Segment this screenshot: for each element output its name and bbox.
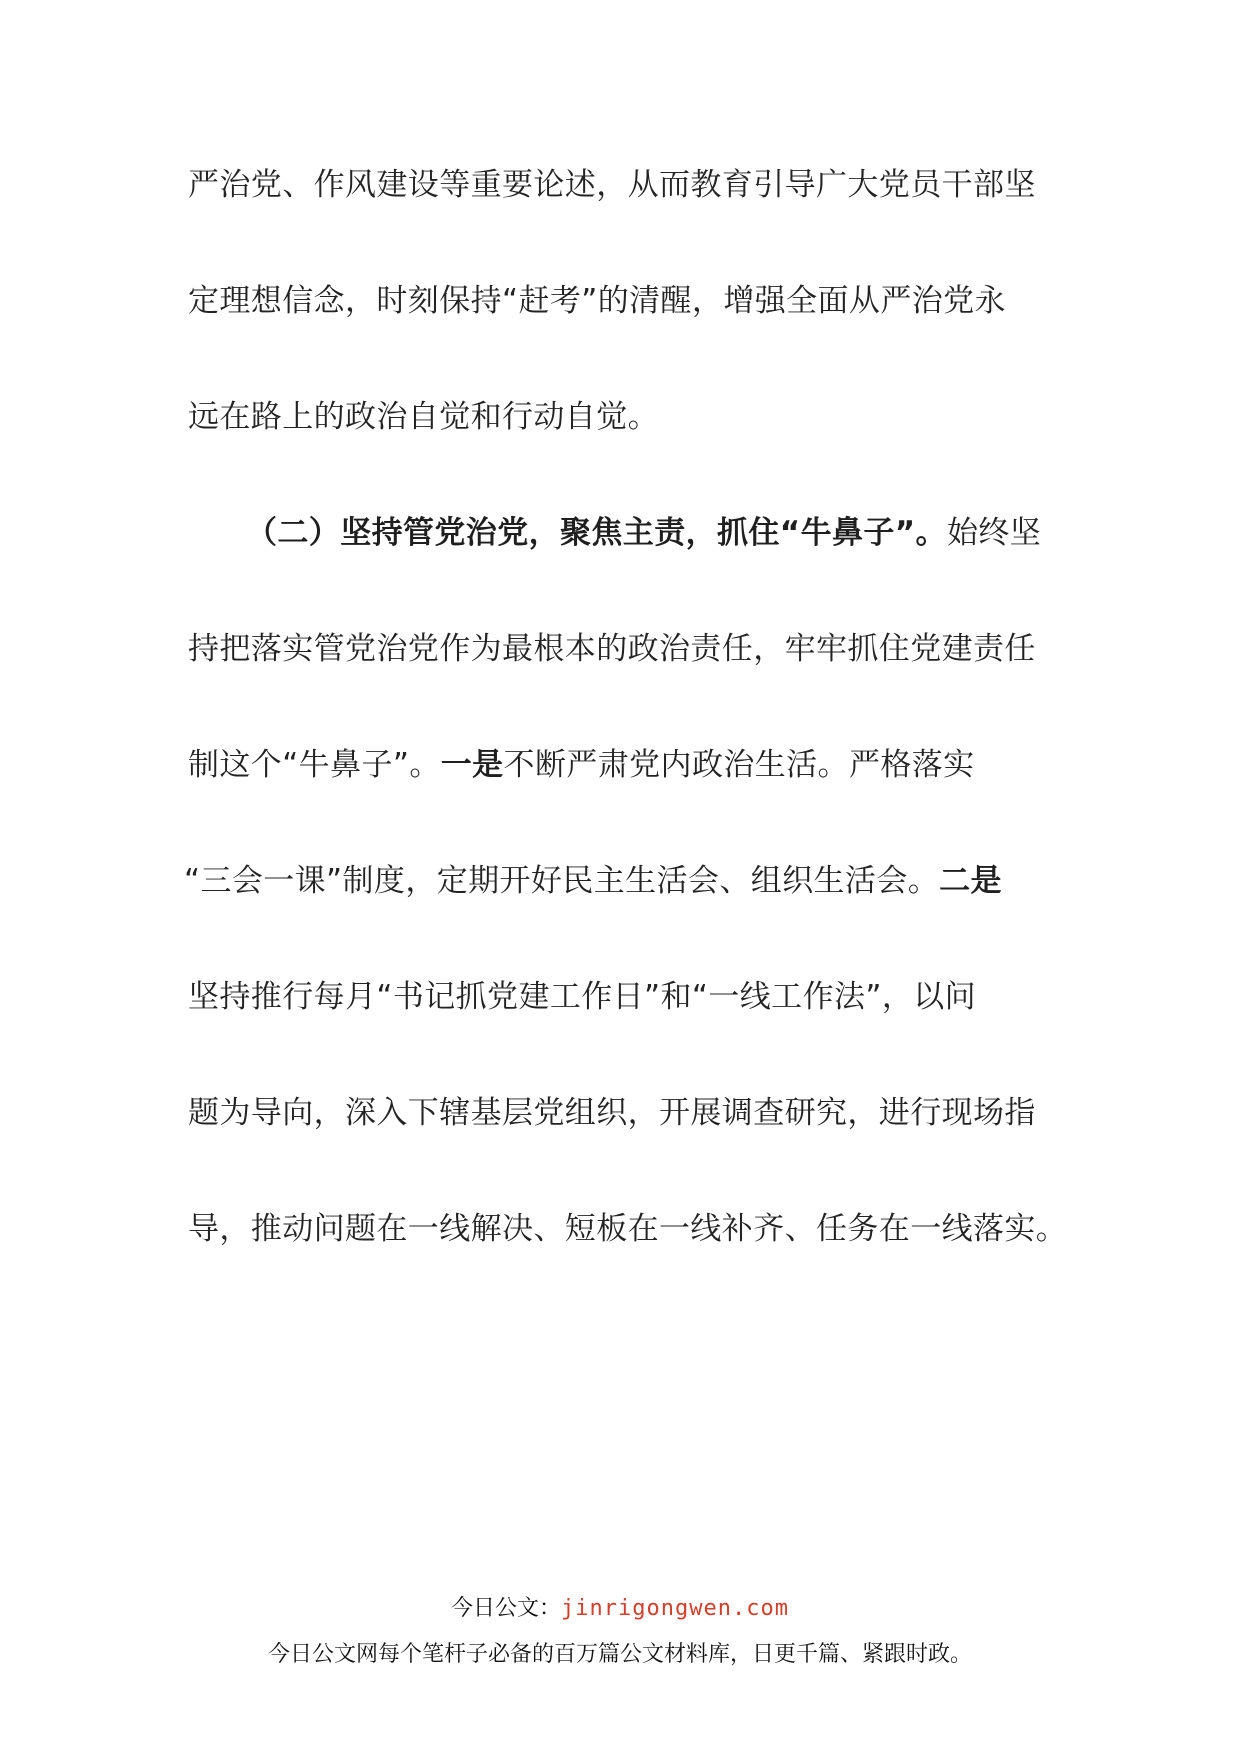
footer-source — [0, 1594, 1240, 1624]
section-heading: （二）坚持管党治党，聚焦主责，抓住“牛鼻子”。 — [246, 515, 947, 551]
body-line-3 — [188, 392, 659, 442]
point-marker-two: 二是 — [939, 863, 1002, 899]
body-line-8 — [188, 972, 976, 1022]
text-run: 制这个“牛鼻子”。 — [188, 747, 441, 783]
body-line-6 — [188, 740, 975, 790]
text-run: 不断严肃党内政治生活。严格落实 — [503, 747, 975, 783]
footer-source-link[interactable]: jinrigongwen.com — [561, 1596, 789, 1621]
section-heading-line — [246, 508, 1041, 558]
body-line-7 — [184, 856, 1002, 906]
text-run: 坚持推行每月“书记抓党建工作日”和“一线工作法”，以问 — [188, 979, 977, 1015]
body-line-9 — [188, 1088, 1036, 1138]
text-run: 严治党、作风建设等重要论述，从而教育引导广大党员干部坚 — [188, 167, 1036, 203]
text-run: “三会一课”制度，定期开好民主生活会、组织生活会。 — [184, 863, 940, 899]
body-line-1 — [188, 160, 1036, 210]
text-run: 远在路上的政治自觉和行动自觉。 — [188, 399, 659, 435]
footer-tagline: 今日公文网每个笔杆子必备的百万篇公文材料库，日更千篇、紧跟时政。 — [267, 1642, 972, 1667]
text-run: 导，推动问题在一线解决、短板在一线补齐、任务在一线落实。 — [188, 1211, 1068, 1247]
text-run: 定理想信念，时刻保持“赶考”的清醒，增强全面从严治党永 — [188, 283, 1006, 319]
text-run: 持把落实管党治党作为最根本的政治责任，牢牢抓住党建责任 — [188, 631, 1036, 667]
body-line-10 — [188, 1204, 1067, 1254]
body-line-5 — [188, 624, 1036, 674]
body-line-2 — [188, 276, 1006, 326]
text-run: 题为导向，深入下辖基层党组织，开展调查研究，进行现场指 — [188, 1095, 1036, 1131]
text-run: 始终坚 — [946, 515, 1042, 551]
point-marker-one: 一是 — [440, 747, 504, 783]
footer-source-label: 今日公文： — [451, 1596, 562, 1621]
